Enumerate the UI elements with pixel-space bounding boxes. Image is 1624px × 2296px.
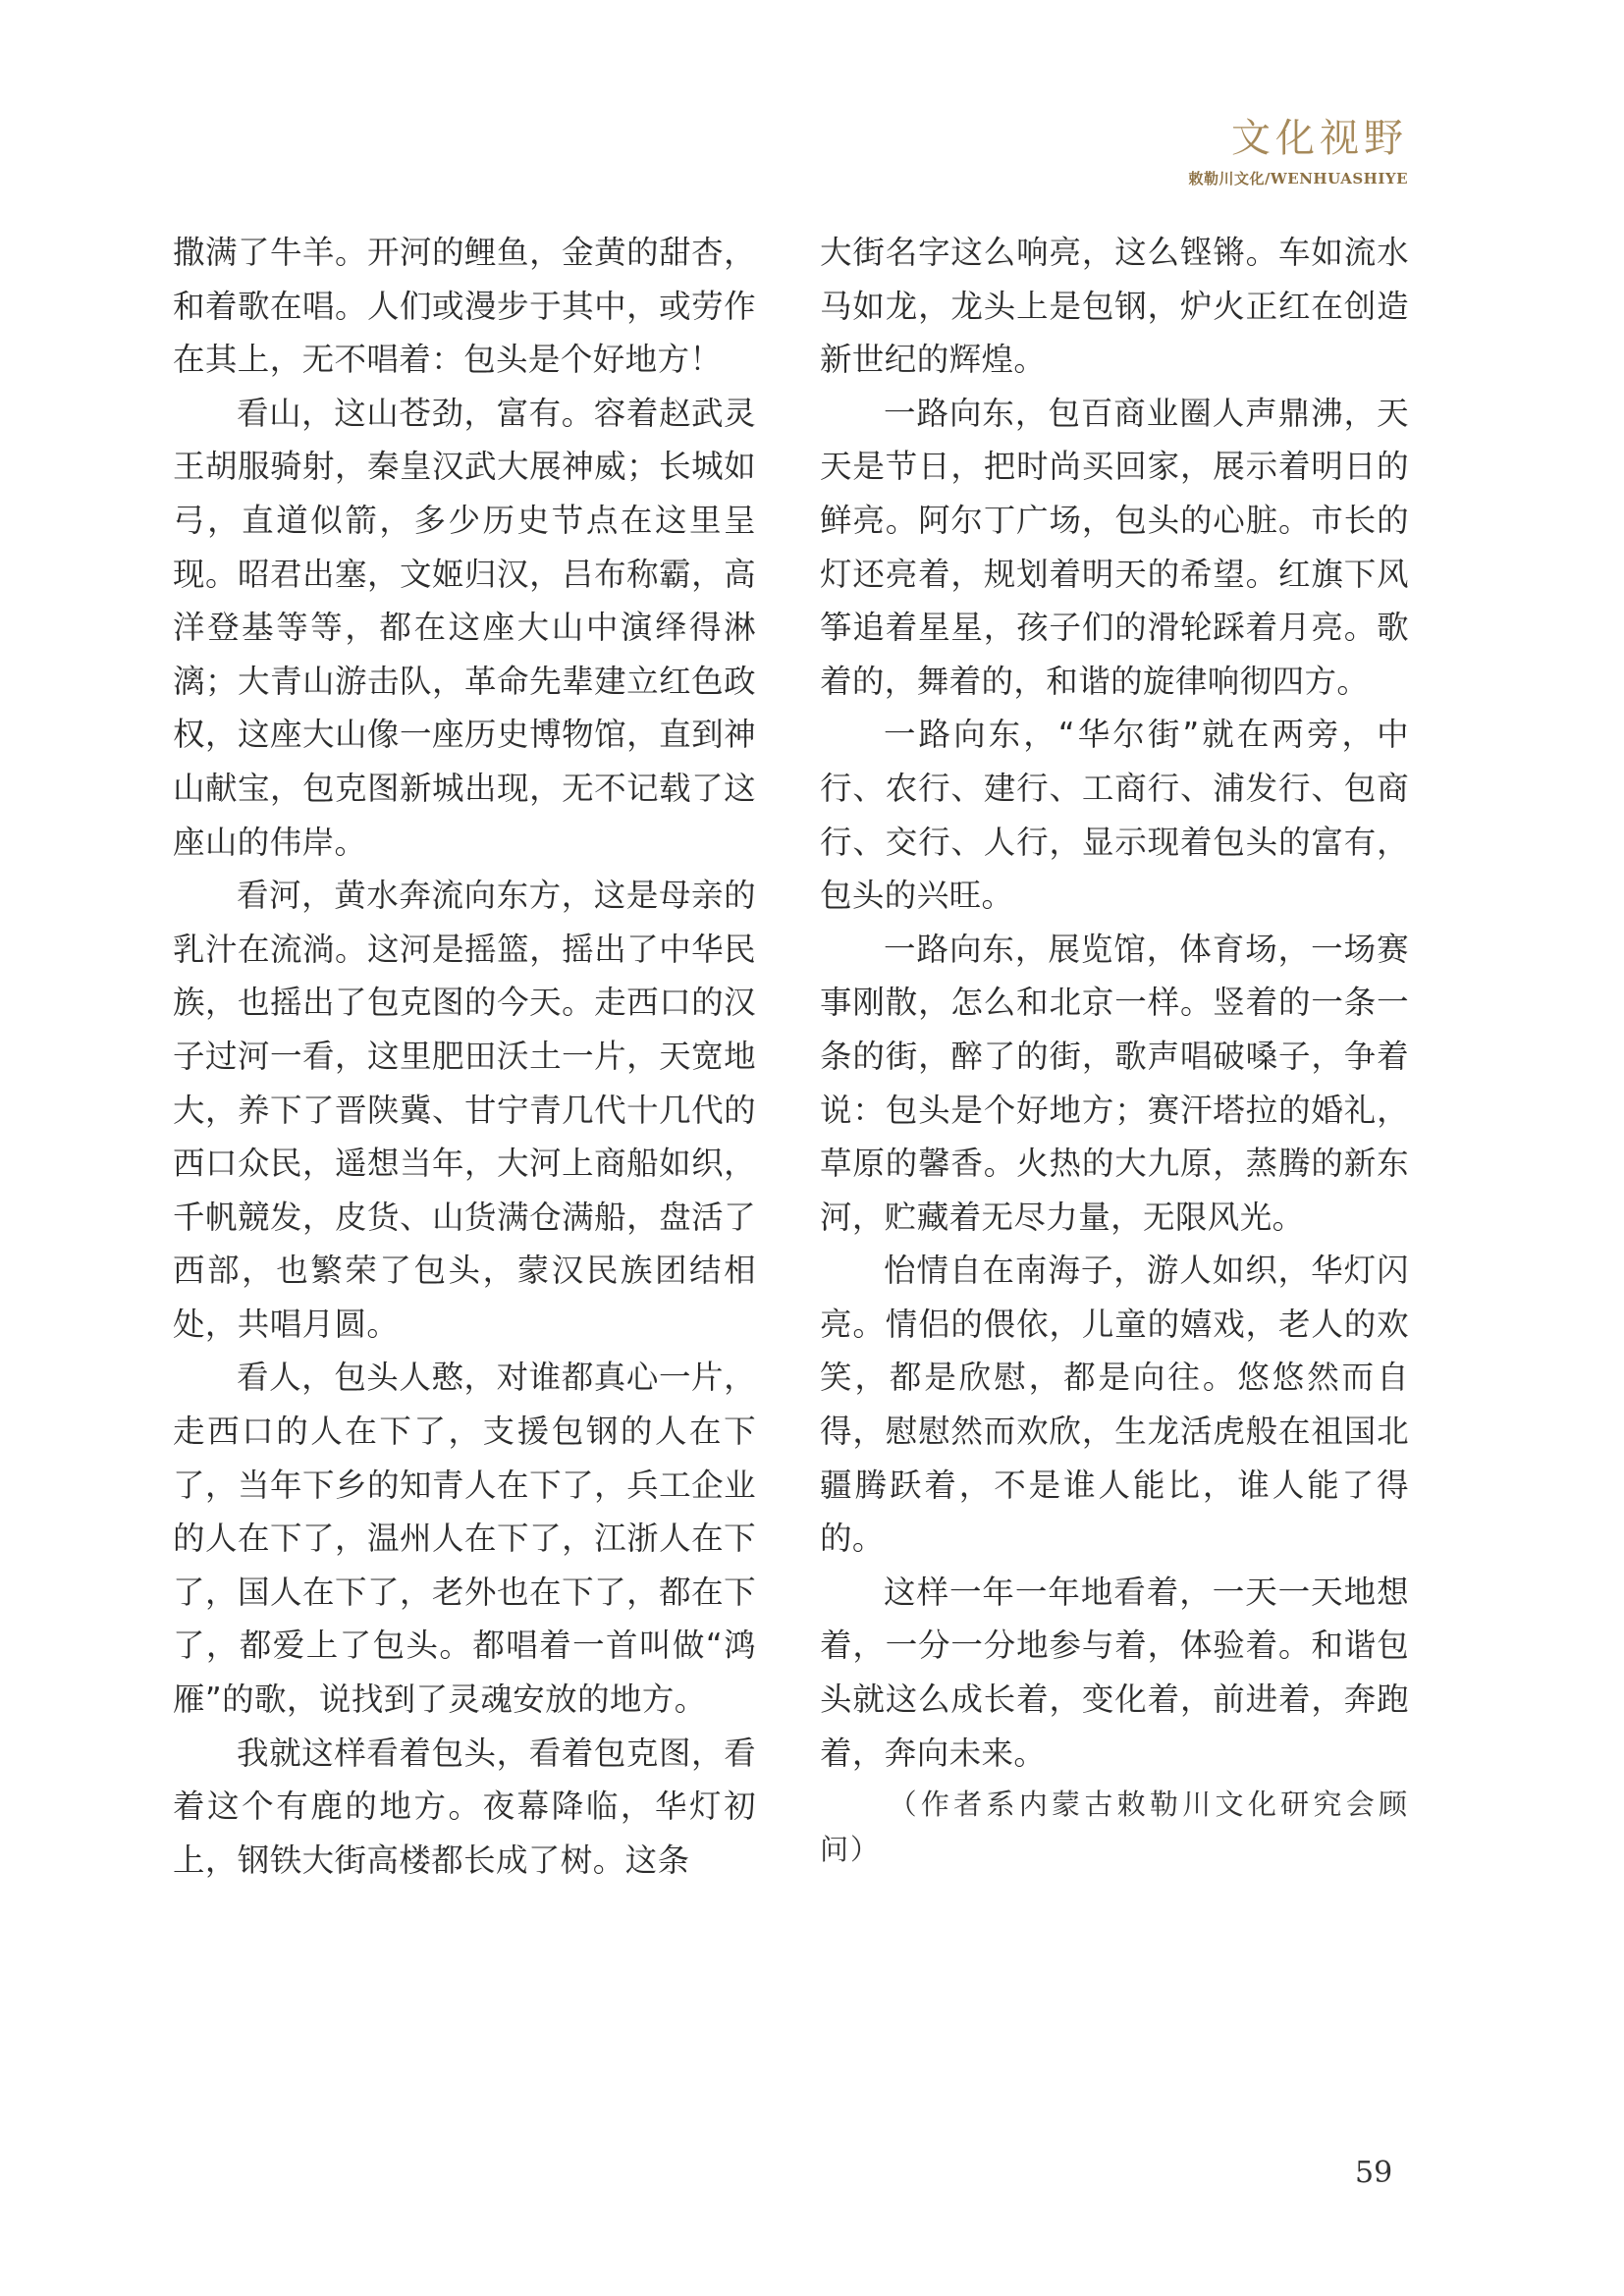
section-title: 文化视野	[1231, 116, 1408, 161]
page-number: 59	[1355, 2156, 1393, 2190]
paragraph: 撒满了牛羊。开河的鲤鱼，金黄的甜杏，和着歌在唱。人们或漫步于其中，或劳作在其上，无不唱着：包头是个好地方！	[173, 234, 756, 379]
paragraph: 我就这样看着包头，看着包克图，看着这个有鹿的地方。夜幕降临，华灯初上，钢铁大街高楼都长成了树。这条	[173, 1734, 756, 1879]
paragraph: 看河，黄水奔流向东方，这是母亲的乳汁在流淌。这河是摇篮，摇出了中华民族，也摇出了包克图的今天。走西口的汉子过河一看，这里肥田沃土一片，天宽地大，养下了晋陕冀、甘宁青几代十几代的西口众民，遥想当年，大河上商船如织，千帆競发，皮货、山货满仓满船，盘活了西部，也繁荣了包头，蒙汉民族团结相处，共唱月圆。	[173, 877, 756, 1343]
paragraph: 看人，包头人憨，对谁都真心一片，走西口的人在下了，支援包钢的人在下了，当年下乡的知青人在下了，兵工企业的人在下了，温州人在下了，江浙人在下了，国人在下了，老外也在下了，都在下了，都爱上了包头。都唱着一首叫做“鸿雁”的歌，说找到了灵魂安放的地方。	[173, 1359, 756, 1719]
paragraph: 看山，这山苍劲，富有。容着赵武灵王胡服骑射，秦皇汉武大展神威；长城如弓，直道似箭，多少历史节点在这里呈现。昭君出塞，文姬归汉，吕布称霸，高洋登基等等，都在这座大山中演绎得淋漓；大青山游击队，革命先辈建立红色政权，这座大山像一座历史博物馆，直到神山献宝，包克图新城出现，无不记载了这座山的伟岸。	[173, 394, 756, 861]
paragraph: 一路向东，“华尔街”就在两旁，中行、农行、建行、工商行、浦发行、包商行、交行、人行，显示现着包头的富有，包头的兴旺。	[820, 716, 1409, 915]
paragraph: 一路向东，包百商业圈人声鼎沸，天天是节日，把时尚买回家，展示着明日的鲜亮。阿尔丁广场，包头的心脏。市长的灯还亮着，规划着明天的希望。红旗下风筝追着星星，孩子们的滑轮踩着月亮。歌着的，舞着的，和谐的旋律响彻四方。	[820, 394, 1409, 700]
section-subtitle: 敕勒川文化/WENHUASHIYE	[1188, 170, 1408, 187]
paragraph: 这样一年一年地看着，一天一天地想着，一分一分地参与着，体验着。和谐包头就这么成长着，变化着，前进着，奔跑着，奔向未来。	[820, 1573, 1409, 1772]
paragraph: 一路向东，展览馆，体育场，一场赛事刚散，怎么和北京一样。竖着的一条一条的街，醉了的街，歌声唱破嗓子，争着说：包头是个好地方；赛汗塔拉的婚礼，草原的馨香。火热的大九原，蒸腾的新东河，贮藏着无尽力量，无限风光。	[820, 930, 1409, 1236]
author-note: （作者系内蒙古敕勒川文化研究会顾问）	[820, 1788, 1409, 1867]
left-column	[173, 226, 756, 1887]
paragraph: 大街名字这么响亮，这么铿锵。车如流水马如龙，龙头上是包钢，炉火正红在创造新世纪的辉煌。	[820, 234, 1409, 379]
paragraph: 怡情自在南海子，游人如织，华灯闪亮。情侣的偎依，儿童的嬉戏，老人的欢笑，都是欣慰，都是向往。悠悠然而自得，慰慰然而欢欣，生龙活虎般在祖国北疆腾跃着，不是谁人能比，谁人能了得的。	[820, 1252, 1409, 1558]
right-column	[820, 226, 1409, 1872]
section-header	[1188, 113, 1408, 188]
